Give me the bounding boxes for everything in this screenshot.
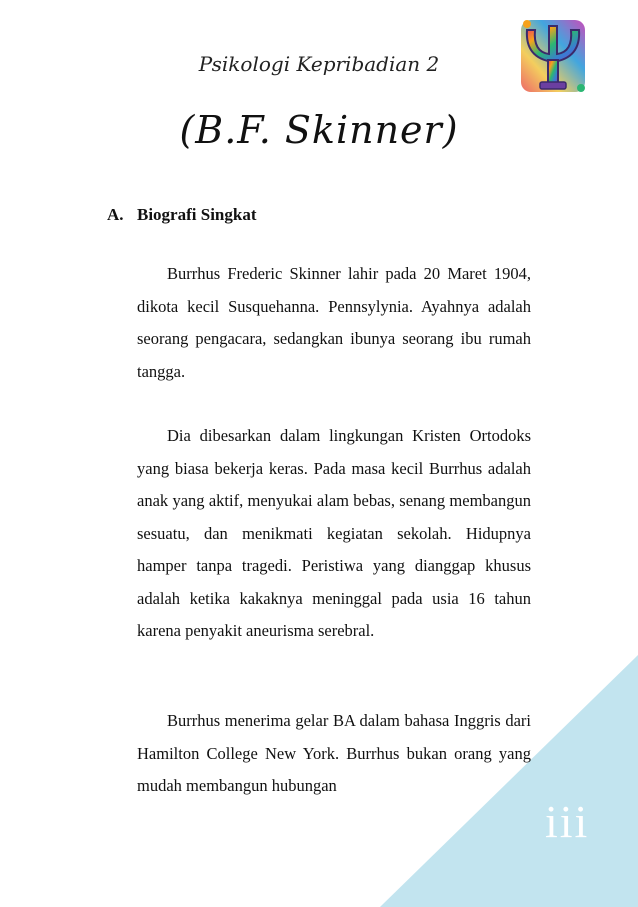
paragraph <box>137 258 531 388</box>
section-letter: A. <box>107 205 124 224</box>
paragraph-text: Burrhus menerima gelar BA dalam bahasa Inggris dari Hamilton College New York. Burrhus bukan orang yang mudah membangun hubungan <box>137 711 531 795</box>
document-header-title: Psikologi Kepribadian 2 <box>198 52 440 76</box>
chapter-title: (B.F. Skinner) <box>179 108 459 152</box>
section-heading <box>107 205 257 225</box>
section-heading-text: Biografi Singkat <box>137 205 257 224</box>
paragraph-text: Dia dibesarkan dalam lingkungan Kristen Ortodoks yang biasa bekerja keras. Pada masa kecil Burrhus adalah anak yang aktif, menyukai alam bebas, senang membangun sesuatu, dan menikmati kegiatan sekolah. Hidupnya hamper tanpa tragedi. Peristiwa yang dianggap khusus adalah ketika kakaknya meninggal pada usia 16 tahun karena penyakit aneurisma serebral. <box>137 426 531 640</box>
paragraph-text: Burrhus Frederic Skinner lahir pada 20 Maret 1904, dikota kecil Susquehanna. Pennsylynia. Ayahnya adalah seorang pengacara, sedangkan ibunya seorang ibu rumah tangga. <box>137 264 531 381</box>
page-number: iii <box>545 796 590 847</box>
paragraph <box>137 705 531 803</box>
paragraph <box>137 420 531 648</box>
